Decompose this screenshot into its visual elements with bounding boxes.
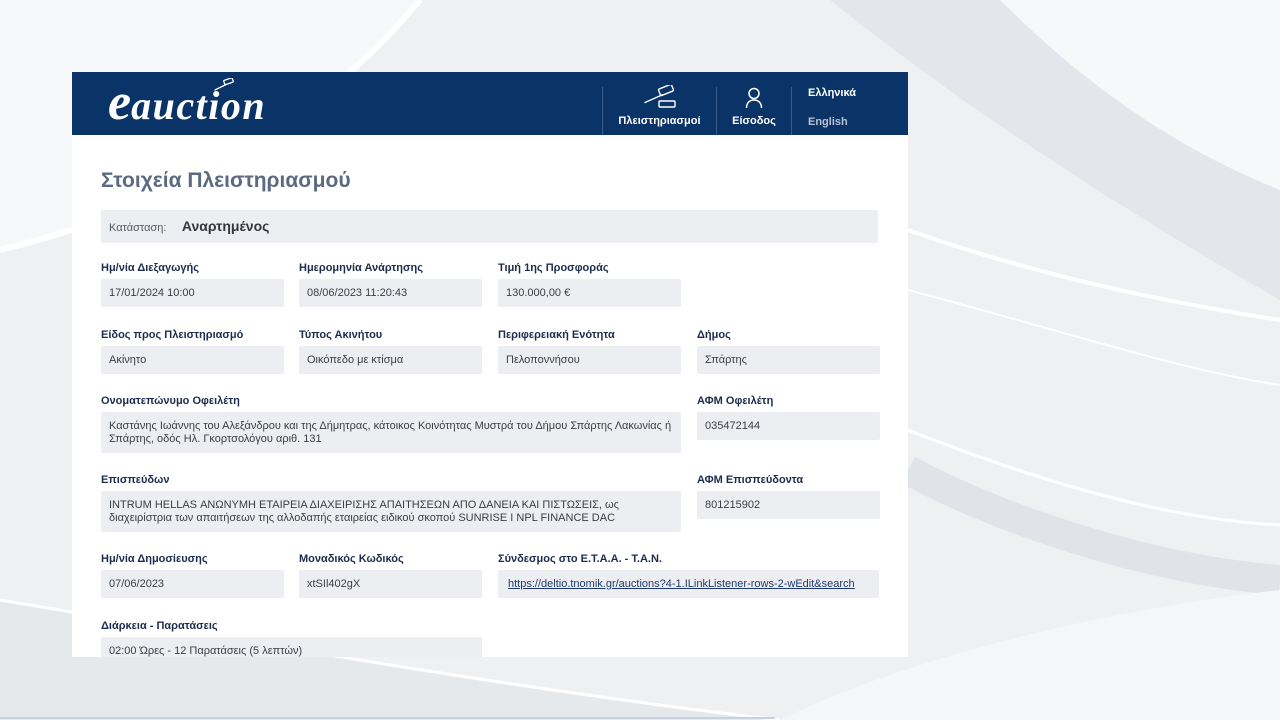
field-value: Σπάρτης [697,346,880,374]
user-icon [744,87,764,109]
logo[interactable] [108,72,308,135]
etaa-link[interactable]: https://deltio.tnomik.gr/auctions?4-1.ILinkListener-rows-2-wEdit&search [508,578,855,590]
status-bar [101,210,878,243]
field-regional-unit [498,328,681,374]
field-value: xtSIl402gX [299,570,482,598]
field-label: Ημερομηνία Ανάρτησης [299,262,423,274]
field-value: 17/01/2024 10:00 [101,279,284,307]
field-posting-date [299,261,482,307]
field-label: Τιμή 1ης Προσφοράς [498,262,609,274]
field-value: 801215902 [697,491,880,519]
field-label: ΑΦΜ Οφειλέτη [697,395,774,407]
field-label: Δήμος [697,329,731,341]
nav-login[interactable] [717,72,791,135]
nav-auctions-label: Πλειστηριασμοί [618,115,701,127]
language-english-link[interactable]: English [808,116,848,128]
language-greek-link[interactable]: Ελληνικά [808,87,856,99]
field-label: Ονοματεπώνυμο Οφειλέτη [101,395,240,407]
field-debtor-vat [697,394,880,440]
field-label: Ημ/νία Δημοσίευσης [101,553,208,565]
field-value [498,570,879,598]
auction-details-card [72,72,908,657]
status-badge: Αναρτημένος [181,218,270,234]
page-title: Στοιχεία Πλειστηριασμού [101,169,351,192]
field-value: Οικόπεδο με κτίσμα [299,346,482,374]
field-value: Ακίνητο [101,346,284,374]
logo-gavel-icon [213,78,237,92]
field-label: Τύπος Ακινήτου [299,329,383,341]
field-value: 02:00 Ώρες - 12 Παρατάσεις (5 λεπτών) [101,637,482,657]
field-label: Διάρκεια - Παρατάσεις [101,620,218,632]
nav-auctions[interactable] [603,72,716,135]
field-property-type [299,328,482,374]
field-value: 130.000,00 € [498,279,681,307]
nav-login-label: Είσοδος [732,115,776,127]
field-label: Σύνδεσμος στο Ε.Τ.Α.Α. - Τ.Α.Ν. [498,553,662,565]
field-pursuing-party-vat [697,473,880,519]
status-label: Κατάσταση: [109,222,167,234]
field-value: 08/06/2023 11:20:43 [299,279,482,307]
nav-divider [791,87,792,135]
logo-text: eauction [108,74,267,131]
field-item-type [101,328,284,374]
field-pursuing-party [101,473,681,532]
field-value: 07/06/2023 [101,570,284,598]
field-label: Ημ/νία Διεξαγωγής [101,262,199,274]
field-municipality [697,328,880,374]
field-label: Περιφερειακή Ενότητα [498,329,615,341]
gavel-icon [642,85,678,109]
field-value: INTRUM HELLAS ΑΝΩΝΥΜΗ ΕΤΑΙΡΕΙΑ ΔΙΑΧΕΙΡΙΣΗΣ ΑΠΑΙΤΗΣΕΩΝ ΑΠΟ ΔΑΝΕΙΑ ΚΑΙ ΠΙΣΤΩΣΕΙΣ, ως διαχειρίστρια των απαιτήσεων της αλλοδαπής εταιρείας ειδικού σκοπού SUNRISE I NPL FINANCE DAC [101,491,681,532]
field-value: 035472144 [697,412,880,440]
field-label: ΑΦΜ Επισπεύδοντα [697,474,804,486]
field-publication-date [101,552,284,598]
field-etaa-link [498,552,879,598]
field-first-bid-price [498,261,681,307]
field-value: Πελοποννήσου [498,346,681,374]
field-unique-code [299,552,482,598]
field-label: Μοναδικός Κωδικός [299,553,404,565]
field-auction-date [101,261,284,307]
field-label: Επισπεύδων [101,474,170,486]
field-debtor-name [101,394,681,453]
field-label: Είδος προς Πλειστηριασμό [101,329,244,341]
field-duration-extensions [101,619,482,657]
field-value: Καστάνης Ιωάννης του Αλεξάνδρου και της Δήμητρας, κάτοικος Κοινότητας Μυστρά του Δήμου Σπάρτης Λακωνίας ή Σπάρτης, οδός Ηλ. Γκορτσολόγου αριθ. 131 [101,412,681,453]
top-navbar [72,72,908,135]
